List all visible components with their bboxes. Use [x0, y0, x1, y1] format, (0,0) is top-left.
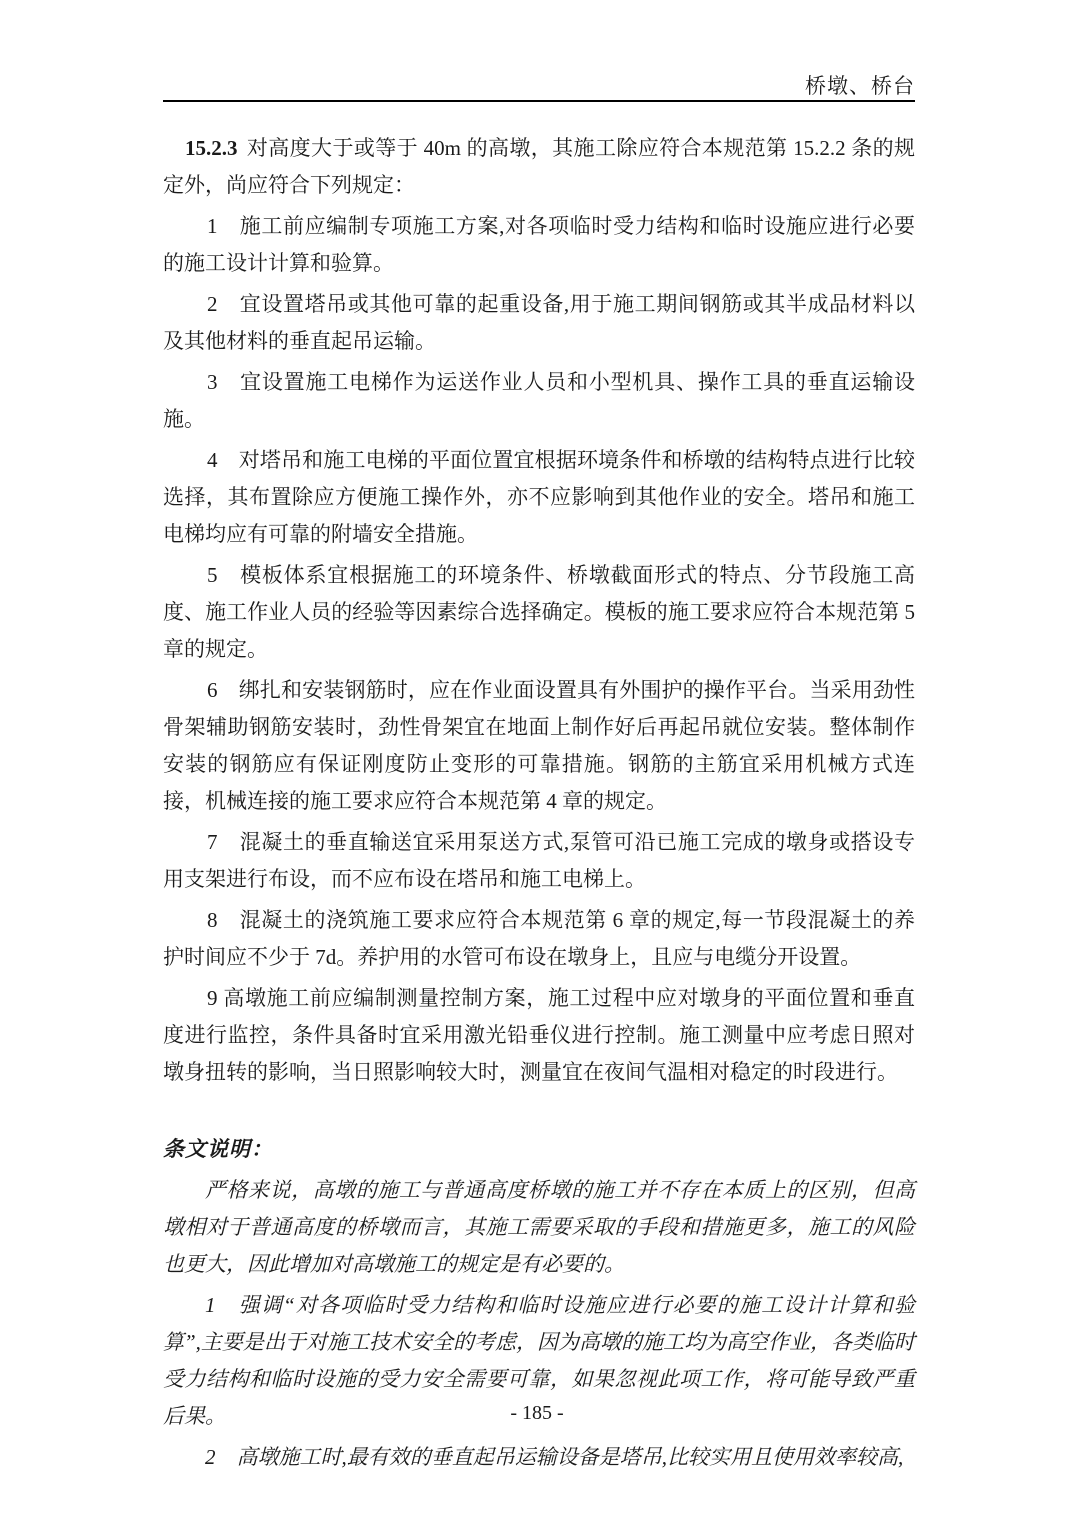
- clause-item-2: 2 宜设置塔吊或其他可靠的起重设备,用于施工期间钢筋或其半成品材料以及其他材料的垂直起吊运输。: [163, 292, 915, 353]
- clause-item-7: 7 混凝土的垂直输送宜采用泵送方式,泵管可沿已施工完成的墩身或搭设专用支架进行布设，而不应布设在塔吊和施工电梯上。: [163, 830, 915, 891]
- document-body: [163, 130, 915, 1476]
- clause-item-1: 1 施工前应编制专项施工方案,对各项临时受力结构和临时设施应进行必要的施工设计计算和验算。: [163, 214, 915, 275]
- page-number: - 185 -: [510, 1402, 564, 1424]
- commentary-paragraph-2: 1 强调“对各项临时受力结构和临时设施应进行必要的施工设计计算和验算”,主要是出于对施工技术安全的考虑，因为高墩的施工均为高空作业，各类临时受力结构和临时设施的受力安全需要可靠，如果忽视此项工作，将可能导致严重后果。: [163, 1293, 915, 1428]
- commentary-heading: 条文说明：: [163, 1137, 273, 1161]
- clause-item-4: 4 对塔吊和施工电梯的平面位置宜根据环境条件和桥墩的结构特点进行比较选择，其布置除应方便施工操作外，亦不应影响到其他作业的安全。塔吊和施工电梯均应有可靠的附墙安全措施。: [163, 448, 915, 546]
- clause-intro-paragraph: [163, 130, 915, 204]
- commentary-paragraph-3: 2 高墩施工时,最有效的垂直起吊运输设备是塔吊,比较实用且使用效率较高,: [205, 1445, 904, 1469]
- clause-number: 15.2.3: [185, 136, 238, 160]
- commentary-paragraph-1: 严格来说，高墩的施工与普通高度桥墩的施工并不存在本质上的区别，但高墩相对于普通高度的桥墩而言，其施工需要采取的手段和措施更多，施工的风险也更大，因此增加对高墩施工的规定是有必要的。: [163, 1178, 915, 1276]
- header-rule-divider: [163, 100, 915, 102]
- clause-item-9: 9 高墩施工前应编制测量控制方案，施工过程中应对墩身的平面位置和垂直度进行监控，条件具备时宜采用激光铅垂仪进行控制。施工测量中应考虑日照对墩身扭转的影响，当日照影响较大时，测量宜在夜间气温相对稳定的时段进行。: [163, 986, 915, 1084]
- clause-item-5: 5 模板体系宜根据施工的环境条件、桥墩截面形式的特点、分节段施工高度、施工作业人员的经验等因素综合选择确定。模板的施工要求应符合本规范第 5 章的规定。: [163, 563, 915, 661]
- clause-intro-text: 对高度大于或等于 40m 的高墩，其施工除应符合本规范第 15.2.2 条的规定外，尚应符合下列规定：: [163, 136, 915, 197]
- running-header: 桥墩、桥台: [805, 74, 915, 98]
- clause-item-8: 8 混凝土的浇筑施工要求应符合本规范第 6 章的规定,每一节段混凝土的养护时间应不少于 7d。养护用的水管可布设在墩身上，且应与电缆分开设置。: [163, 908, 915, 969]
- clause-item-6: 6 绑扎和安装钢筋时，应在作业面设置具有外围护的操作平台。当采用劲性骨架辅助钢筋安装时，劲性骨架宜在地面上制作好后再起吊就位安装。整体制作安装的钢筋应有保证刚度防止变形的可靠措施。钢筋的主筋宜采用机械方式连接，机械连接的施工要求应符合本规范第 4 章的规定。: [163, 678, 915, 813]
- clause-item-3: 3 宜设置施工电梯作为运送作业人员和小型机具、操作工具的垂直运输设施。: [163, 370, 915, 431]
